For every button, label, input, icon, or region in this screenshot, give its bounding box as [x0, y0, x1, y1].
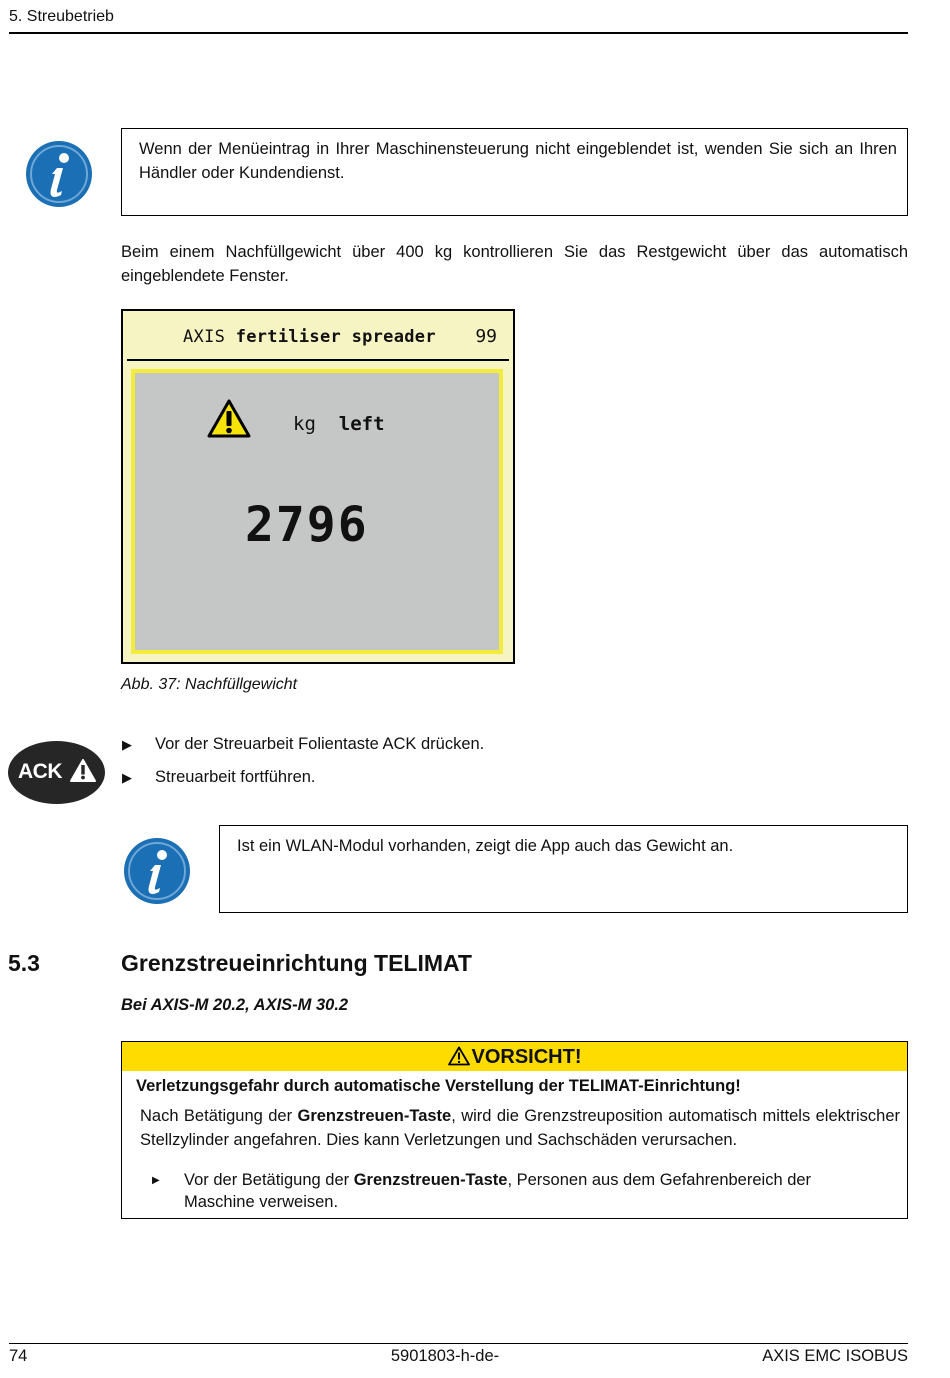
remaining-label [293, 413, 385, 435]
warning-exclamation-icon [70, 759, 96, 783]
header-divider [9, 32, 908, 34]
caution-headline: Verletzungsgefahr durch automatische Verstellung der TELIMAT-Einrichtung! [136, 1077, 741, 1095]
info-note-text: Wenn der Menüeintrag in Ihrer Maschinensteuerung nicht eingeblendet ist, wenden Sie sich an Ihren Händler oder Kundendienst. [139, 140, 897, 182]
caution-instruction [184, 1169, 884, 1213]
info-note [121, 128, 908, 216]
step-item: Streuarbeit fortführen. [155, 768, 316, 786]
screen-divider [127, 359, 509, 361]
step-bullet-icon: ▶ [122, 770, 132, 785]
unit-label: kg [293, 413, 316, 435]
ack-softkey-icon [8, 741, 105, 804]
footer-divider [9, 1343, 908, 1344]
screen-title [183, 327, 436, 347]
caution-text-bold: Grenzstreuen-Taste [297, 1107, 452, 1125]
caution-text [140, 1104, 900, 1152]
terminal-screen-figure [121, 309, 515, 664]
info-note [219, 825, 908, 913]
caution-heading: VORSICHT! [471, 1046, 582, 1068]
step-bullet-icon: ▶ [122, 737, 132, 752]
caution-instruction-part: , Personen aus dem Gefahrenbereich der Maschine verweisen. [184, 1171, 812, 1211]
info-icon [25, 140, 93, 208]
caution-text-part: , wird die Grenzstreuposition automatisch mittels elektrischer Stellzylinder angefahren. Dies kann Verletzungen und Sachschäden verursachen. [140, 1107, 900, 1149]
figure-caption: Abb. 37: Nachfüllgewicht [121, 676, 298, 693]
screen-header [123, 311, 513, 359]
section-title: Grenzstreueinrichtung TELIMAT [121, 950, 472, 976]
caution-box [121, 1041, 908, 1219]
warning-triangle-icon [448, 1046, 470, 1066]
document-id: 5901803-h-de- [390, 1347, 500, 1365]
remaining-weight-panel [131, 369, 503, 654]
warning-triangle-icon [207, 399, 251, 439]
step-item: Vor der Streuarbeit Folientaste ACK drücken. [155, 735, 485, 753]
caution-instruction-bold: Grenzstreuen-Taste [353, 1171, 508, 1189]
section-subtitle: Bei AXIS-M 20.2, AXIS-M 30.2 [121, 996, 349, 1014]
screen-title-text: fertiliser spreader [235, 327, 436, 347]
page-number: 74 [9, 1347, 28, 1365]
remaining-weight-value: 2796 [245, 497, 369, 553]
info-icon [123, 837, 191, 905]
caution-text-part: Nach Betätigung der [140, 1107, 298, 1125]
product-name: AXIS EMC ISOBUS [762, 1347, 908, 1365]
body-paragraph: Beim einem Nachfüllgewicht über 400 kg kontrollieren Sie das Restgewicht über das automatisch eingeblendete Fenster. [121, 243, 908, 285]
screen-number: 99 [475, 326, 497, 347]
caution-bullet-icon: ▶ [152, 1175, 160, 1186]
ack-label: ACK [18, 760, 62, 783]
chapter-title: 5. Streubetrieb [9, 8, 114, 25]
section-number: 5.3 [8, 950, 40, 976]
left-label: left [338, 413, 385, 435]
caution-instruction-part: Vor der Betätigung der [184, 1171, 354, 1189]
caution-header [122, 1042, 907, 1071]
info-note-text: Ist ein WLAN-Modul vorhanden, zeigt die App auch das Gewicht an. [237, 837, 734, 855]
screen-title-brand: AXIS [183, 327, 226, 347]
